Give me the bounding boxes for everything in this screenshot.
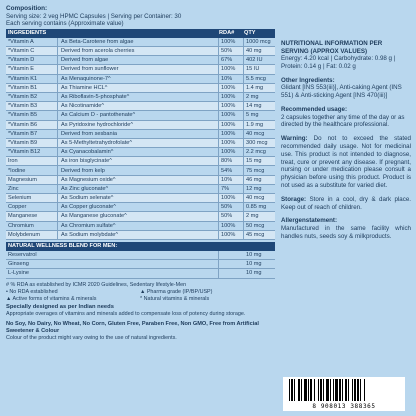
barcode-bar bbox=[318, 379, 319, 401]
table-row bbox=[6, 75, 275, 84]
source-cell: Derived from algae bbox=[58, 56, 219, 64]
table-row bbox=[6, 93, 275, 102]
warning-block bbox=[281, 135, 411, 190]
barcode-bar bbox=[360, 379, 361, 401]
rda-cell: 100% bbox=[219, 84, 244, 92]
barcode-bar bbox=[294, 379, 295, 401]
table-row bbox=[6, 102, 275, 111]
barcode-bar bbox=[335, 379, 338, 401]
source-cell: As Nicotinamide^ bbox=[58, 102, 219, 110]
table-row bbox=[6, 139, 275, 148]
rda-cell: 67% bbox=[219, 56, 244, 64]
no-rda-note: • No RDA established bbox=[6, 288, 58, 295]
serving-note: Each serving contains (Approximate value) bbox=[6, 20, 124, 28]
nutrient-cell: *Iodine bbox=[6, 166, 58, 174]
barcode-bar bbox=[354, 379, 356, 401]
source-cell: As Magnesium oxide^ bbox=[58, 176, 219, 184]
source-cell: As Sodium molybdate^ bbox=[58, 231, 219, 239]
rda-cell: 10% bbox=[219, 176, 244, 184]
nutrient-cell: *Vitamin B2 bbox=[6, 93, 58, 101]
barcode-bars bbox=[289, 379, 399, 401]
table-row bbox=[6, 194, 275, 203]
wellness-ingredient: L-Lysine bbox=[6, 269, 219, 277]
barcode-bar bbox=[339, 379, 341, 401]
qty-cell: 2 mg bbox=[246, 213, 259, 220]
wellness-row bbox=[6, 260, 275, 269]
nutrient-cell: *Vitamin C bbox=[6, 47, 58, 55]
storage-label: Storage: bbox=[281, 195, 307, 203]
source-cell: As Chromium sulfate^ bbox=[58, 222, 219, 230]
qty-cell: 1.4 mg bbox=[246, 84, 264, 91]
source-cell: Derived from sunflower bbox=[58, 65, 219, 73]
qty-cell: 0.85 mg bbox=[246, 204, 267, 211]
source-cell: As Copper gluconate^ bbox=[58, 203, 219, 211]
table-row bbox=[6, 148, 275, 157]
barcode-bar bbox=[352, 379, 353, 401]
qty-cell: 40 mcg bbox=[246, 195, 265, 202]
rda-cell: 50% bbox=[219, 47, 244, 55]
qty-cell: 45 mcg bbox=[246, 231, 265, 238]
table-row bbox=[6, 111, 275, 120]
table-row bbox=[6, 56, 275, 65]
rda-cell: 54% bbox=[219, 166, 244, 174]
left-column bbox=[6, 5, 275, 342]
allergen-heading: Allergenstatement: bbox=[281, 217, 338, 225]
source-cell: As Pyridoxine hydrochloride^ bbox=[58, 121, 219, 129]
qty-cell: 40 mcg bbox=[246, 130, 265, 137]
nutrient-cell: *Vitamin E bbox=[6, 65, 58, 73]
rda-cell: 100% bbox=[219, 38, 244, 46]
barcode-bar bbox=[364, 379, 365, 401]
rda-cell: 7% bbox=[219, 185, 244, 193]
wellness-qty: 10 mg bbox=[246, 270, 262, 277]
wellness-row bbox=[6, 251, 275, 260]
qty-cell: 15 mg bbox=[246, 158, 262, 165]
nutrient-cell: Selenium bbox=[6, 194, 58, 202]
qty-cell: 1000 mcg bbox=[246, 38, 271, 45]
qty-cell: 5 mg bbox=[246, 112, 259, 119]
rda-cell: 100% bbox=[219, 130, 244, 138]
wellness-row bbox=[6, 269, 275, 278]
barcode-bar bbox=[330, 379, 331, 401]
source-cell: As Zinc gluconate^ bbox=[58, 185, 219, 193]
source-cell: As Calcium D - pantothenate^ bbox=[58, 111, 219, 119]
barcode-bar bbox=[291, 379, 293, 401]
special-note: Specially designed as per Indian needs bbox=[6, 303, 114, 310]
ingredients-table-body bbox=[6, 38, 275, 240]
header-ingredients: INGREDIENTS bbox=[8, 30, 47, 37]
qty-cell: 12 mg bbox=[246, 185, 262, 192]
colour-note: Colour of the product might vary owing to the use of natural ingredients. bbox=[6, 334, 177, 341]
nutrient-cell: *Vitamin B3 bbox=[6, 102, 58, 110]
barcode-bar bbox=[333, 379, 334, 401]
barcode-bar bbox=[323, 379, 324, 401]
barcode-bar bbox=[298, 379, 300, 401]
table-row bbox=[6, 65, 275, 74]
barcode-bar bbox=[308, 379, 309, 401]
barcode-bar bbox=[310, 379, 312, 401]
nutrient-cell: Copper bbox=[6, 203, 58, 211]
rda-cell: 50% bbox=[219, 212, 244, 220]
table-row bbox=[6, 212, 275, 221]
source-cell: As Manganese gluconate^ bbox=[58, 212, 219, 220]
source-cell: Derived from acerola cherries bbox=[58, 47, 219, 55]
table-row bbox=[6, 203, 275, 212]
composition-heading: Composition: bbox=[6, 5, 48, 12]
source-cell: As Menaquinone-7^ bbox=[58, 75, 219, 83]
qty-cell: 1.9 mg bbox=[246, 121, 264, 128]
source-cell: As 5-Methyltetrahydrofolate^ bbox=[58, 139, 219, 147]
source-cell: As Sodium selenate^ bbox=[58, 194, 219, 202]
ingredients-table-header bbox=[6, 29, 275, 38]
footnotes bbox=[6, 282, 275, 342]
table-row bbox=[6, 47, 275, 56]
table-row bbox=[6, 130, 275, 139]
table-row bbox=[6, 166, 275, 175]
nutrient-cell: Manganese bbox=[6, 212, 58, 220]
rda-cell: 100% bbox=[219, 231, 244, 239]
barcode-bar bbox=[304, 379, 307, 401]
rda-cell: 100% bbox=[219, 102, 244, 110]
table-row bbox=[6, 157, 275, 166]
allergen-text: Manufactured in the same facility which handles nuts, seeds soy & milkproducts. bbox=[281, 224, 411, 240]
nutrition-heading: NUTRITIONAL INFORMATION PER SERVING (APPROX VALUES) bbox=[281, 40, 383, 55]
rda-cell: 50% bbox=[219, 203, 244, 211]
nutrient-cell: Iron bbox=[6, 157, 58, 165]
table-row bbox=[6, 38, 275, 47]
nutrient-cell: Zinc bbox=[6, 185, 58, 193]
overage-note: Appropriate overages of vitamins and minerals added to compensate loss of potency during storage. bbox=[6, 310, 246, 317]
wellness-qty: 10 mg bbox=[246, 261, 262, 268]
nutrient-cell: *Vitamin B1 bbox=[6, 84, 58, 92]
pharma-note: ▲ Pharma grade (IP/BP/USP) bbox=[140, 288, 213, 295]
right-column bbox=[281, 40, 411, 241]
wellness-ingredient: Reservatrol bbox=[6, 251, 219, 259]
table-row bbox=[6, 222, 275, 231]
qty-cell: 300 mcg bbox=[246, 139, 268, 146]
natural-note: * Natural vitamins & minerals bbox=[140, 295, 210, 302]
nutrient-cell: *Vitamin K1 bbox=[6, 75, 58, 83]
serving-info: Serving size: 2 veg HPMC Capsules | Serving per Container: 30 bbox=[6, 13, 182, 20]
rda-cell: 100% bbox=[219, 194, 244, 202]
qty-cell: 75 mcg bbox=[246, 167, 265, 174]
free-from-note: No Soy, No Dairy, No Wheat, No Corn, Gluten Free, Paraben Free, Non GMO, Free from Artificial Sweetener & Colour bbox=[6, 320, 259, 334]
source-cell: Derived from kelp bbox=[58, 166, 219, 174]
rda-cell: 100% bbox=[219, 65, 244, 73]
qty-cell: 402 IU bbox=[246, 57, 263, 64]
qty-cell: 2 mg bbox=[246, 94, 259, 101]
nutrient-cell: *Vitamin B6 bbox=[6, 121, 58, 129]
other-ingredients-text: Glidant [INS 553(iii)], Anti-caking Agent (INS 551) & Anti-sticking Agent [INS 470(iii)] bbox=[281, 84, 402, 100]
qty-cell: 5.5 mcg bbox=[246, 75, 266, 82]
rda-cell: 100% bbox=[219, 121, 244, 129]
rda-note: # % RDA as established by ICMR 2020 Guidelines, Sedentary lifestyle-Men bbox=[6, 281, 187, 288]
rda-cell: 80% bbox=[219, 157, 244, 165]
rda-cell: 100% bbox=[219, 111, 244, 119]
source-cell: As Cyanacobalamin^ bbox=[58, 148, 219, 156]
barcode-number: 8 908013 388365 bbox=[312, 403, 376, 410]
table-row bbox=[6, 121, 275, 130]
nutrient-cell: *Vitamin B9 bbox=[6, 139, 58, 147]
rda-cell: 100% bbox=[219, 222, 244, 230]
other-ingredients-heading: Other Ingredients: bbox=[281, 76, 335, 84]
nutrient-cell: *Vitamin B5 bbox=[6, 111, 58, 119]
usage-text: 2 capsules together any time of the day or as directed by the healthcare professional. bbox=[281, 113, 405, 129]
barcode-bar bbox=[342, 379, 343, 401]
barcode-bar bbox=[357, 379, 359, 401]
barcode-bar bbox=[289, 379, 290, 401]
source-cell: As Thiamine HCL^ bbox=[58, 84, 219, 92]
wellness-qty: 10 mg bbox=[246, 252, 262, 259]
source-cell: Derived from sesbania bbox=[58, 130, 219, 138]
qty-cell: 46 mg bbox=[246, 176, 262, 183]
barcode-bar bbox=[348, 379, 349, 401]
rda-cell: 100% bbox=[219, 93, 244, 101]
qty-cell: 15 IU bbox=[246, 66, 260, 73]
source-cell: As Beta-Carotene from algae bbox=[58, 38, 219, 46]
usage-heading: Recommended usage: bbox=[281, 105, 348, 113]
nutrient-cell: *Vitamin B12 bbox=[6, 148, 58, 156]
nutrient-cell: Molybdenum bbox=[6, 231, 58, 239]
table-row bbox=[6, 231, 275, 240]
qty-cell: 50 mcg bbox=[246, 222, 265, 229]
wellness-table-body bbox=[6, 251, 275, 279]
qty-cell: 2.2 mcg bbox=[246, 149, 266, 156]
table-row bbox=[6, 176, 275, 185]
nutrient-cell: Chromium bbox=[6, 222, 58, 230]
source-cell: As iron bisglycinate^ bbox=[58, 157, 219, 165]
nutrient-cell: *Vitamin D bbox=[6, 56, 58, 64]
wellness-heading: NATURAL WELLNESS BLEND FOR MEN: bbox=[6, 242, 275, 251]
warning-label: Warning: bbox=[281, 135, 308, 143]
barcode-bar bbox=[314, 379, 315, 401]
table-row bbox=[6, 185, 275, 194]
storage-block bbox=[281, 196, 411, 212]
qty-cell: 40 mg bbox=[246, 48, 262, 55]
nutrition-text: Energy: 4.20 kcal | Carbohydrate: 0.98 g | Protein: 0.14 g | Fat: 0.02 g bbox=[281, 55, 396, 70]
barcode-bar bbox=[301, 379, 302, 401]
barcode-bar bbox=[326, 379, 329, 401]
rda-cell: 10% bbox=[219, 75, 244, 83]
barcode bbox=[283, 377, 405, 411]
wellness-ingredient: Ginseng bbox=[6, 260, 219, 268]
warning-text: Do not to exceed the stated recommended daily usage. Not for medicinal use. This product is not intended to diagnose, treat, cure or prevent any disease. If pregnant, nursing or under medication please consult a physician before using this product. Product is not used as a substitute for varied diet. bbox=[281, 135, 411, 189]
nutrient-cell: *Vitamin A bbox=[6, 38, 58, 46]
rda-cell: 100% bbox=[219, 139, 244, 147]
table-row bbox=[6, 84, 275, 93]
nutrient-cell: *Vitamin B7 bbox=[6, 130, 58, 138]
active-note: ▲ Active forms of vitamins & minerals bbox=[6, 295, 97, 302]
barcode-bar bbox=[345, 379, 347, 401]
storage-text: Store in a cool, dry & dark place. Keep out of reach of children. bbox=[281, 195, 411, 211]
header-qty: QTY bbox=[244, 30, 256, 37]
qty-cell: 14 mg bbox=[246, 103, 262, 110]
nutrient-cell: Magnesium bbox=[6, 176, 58, 184]
barcode-bar bbox=[320, 379, 322, 401]
header-rda: RDA# bbox=[219, 30, 235, 37]
source-cell: As Riboflavin-5-phosphate^ bbox=[58, 93, 219, 101]
rda-cell: 100% bbox=[219, 148, 244, 156]
